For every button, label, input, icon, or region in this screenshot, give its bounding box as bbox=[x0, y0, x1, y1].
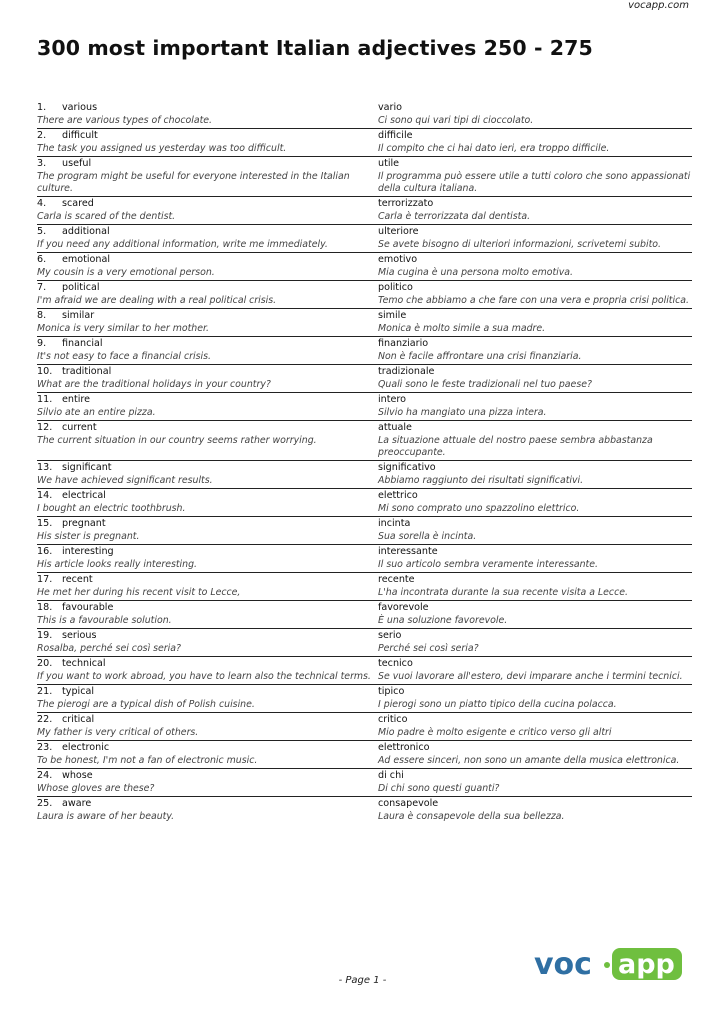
entry-example-translation: Se avete bisogno di ulteriori informazioni, scrivetemi subito. bbox=[378, 239, 661, 250]
entry-translation: terrorizzato bbox=[378, 198, 434, 209]
entry-example-translation: Se vuoi lavorare all'estero, devi imparare anche i termini tecnici. bbox=[378, 671, 683, 682]
vocabulary-entry bbox=[37, 281, 692, 309]
vocabulary-entry bbox=[37, 517, 692, 545]
site-url: vocapp.com bbox=[628, 0, 689, 11]
entry-example-translation: Silvio ha mangiato una pizza intera. bbox=[378, 407, 547, 418]
entry-translation: tradizionale bbox=[378, 366, 435, 377]
entry-translation: serio bbox=[378, 630, 402, 641]
entry-term: technical bbox=[62, 658, 106, 669]
entry-term: entire bbox=[62, 394, 91, 405]
entry-example-translation: Il suo articolo sembra veramente interessante. bbox=[378, 559, 598, 570]
vocabulary-entry bbox=[37, 225, 692, 253]
vocabulary-entry bbox=[37, 489, 692, 517]
entry-term: traditional bbox=[62, 366, 112, 377]
entry-term: various bbox=[62, 102, 98, 113]
vocabulary-entry bbox=[37, 797, 692, 824]
entry-number: 6. bbox=[37, 254, 47, 265]
entry-example-translation: La situazione attuale del nostro paese sembra abbastanza preoccupante. bbox=[378, 435, 653, 458]
entry-example-translation: Monica è molto simile a sua madre. bbox=[378, 323, 546, 334]
entry-example: My cousin is a very emotional person. bbox=[37, 267, 215, 278]
entry-example: We have achieved significant results. bbox=[37, 475, 213, 486]
entry-number: 20. bbox=[37, 658, 53, 669]
entry-example: If you want to work abroad, you have to learn also the technical terms. bbox=[37, 671, 371, 682]
entry-translation: interessante bbox=[378, 546, 438, 557]
entry-example: Whose gloves are these? bbox=[37, 783, 155, 794]
entry-term: whose bbox=[62, 770, 93, 781]
entry-example: My father is very critical of others. bbox=[37, 727, 199, 738]
entry-example-translation: Mi sono comprato uno spazzolino elettrico. bbox=[378, 503, 580, 514]
entry-example-translation: Carla è terrorizzata dal dentista. bbox=[378, 211, 531, 222]
vocabulary-entry bbox=[37, 601, 692, 629]
entry-example-translation: Di chi sono questi guanti? bbox=[378, 783, 500, 794]
vocabulary-entry bbox=[37, 253, 692, 281]
entry-example: There are various types of chocolate. bbox=[37, 115, 212, 126]
entry-example-translation: Ci sono qui vari tipi di cioccolato. bbox=[378, 115, 534, 126]
page-number: - Page 1 - bbox=[338, 975, 387, 986]
entry-term: current bbox=[62, 422, 97, 433]
entry-term: useful bbox=[62, 158, 92, 169]
entry-number: 18. bbox=[37, 602, 53, 613]
entry-number: 22. bbox=[37, 714, 53, 725]
entry-example-translation: L'ha incontrata durante la sua recente visita a Lecce. bbox=[378, 587, 628, 598]
entry-translation: favorevole bbox=[378, 602, 429, 613]
entry-term: similar bbox=[62, 310, 95, 321]
entry-example: The task you assigned us yesterday was too difficult. bbox=[37, 143, 287, 154]
entry-example-translation: Il compito che ci hai dato ieri, era troppo difficile. bbox=[378, 143, 610, 154]
entry-translation: di chi bbox=[378, 770, 404, 781]
entry-term: electrical bbox=[62, 490, 106, 501]
entry-translation: tecnico bbox=[378, 658, 413, 669]
entry-number: 14. bbox=[37, 490, 53, 501]
entry-number: 1. bbox=[37, 102, 47, 113]
entry-term: difficult bbox=[62, 130, 98, 141]
entry-number: 10. bbox=[37, 366, 53, 377]
entry-example-translation: Sua sorella è incinta. bbox=[378, 531, 477, 542]
entry-term: pregnant bbox=[62, 518, 106, 529]
entry-example: What are the traditional holidays in your country? bbox=[37, 379, 271, 390]
entry-example: It's not easy to face a financial crisis. bbox=[37, 351, 211, 362]
entry-term: favourable bbox=[62, 602, 114, 613]
entry-translation: politico bbox=[378, 282, 413, 293]
logo-app-text: app bbox=[618, 949, 675, 980]
entry-term: critical bbox=[62, 714, 95, 725]
entry-translation: difficile bbox=[378, 130, 413, 141]
vocabulary-entry bbox=[37, 101, 692, 129]
entry-number: 2. bbox=[37, 130, 47, 141]
entry-example: He met her during his recent visit to Lecce, bbox=[37, 587, 241, 598]
entry-example: If you need any additional information, write me immediately. bbox=[37, 239, 328, 250]
entry-example: The program might be useful for everyone interested in the Italian culture. bbox=[37, 171, 350, 194]
entry-example-translation: Temo che abbiamo a che fare con una vera e propria crisi politica. bbox=[378, 295, 689, 306]
entry-example: The current situation in our country seems rather worrying. bbox=[37, 435, 317, 446]
vocabulary-entry bbox=[37, 365, 692, 393]
entry-term: emotional bbox=[62, 254, 111, 265]
entry-translation: intero bbox=[378, 394, 407, 405]
entry-translation: significativo bbox=[378, 462, 436, 473]
entry-example-translation: Mio padre è molto esigente e critico verso gli altri bbox=[378, 727, 612, 738]
logo-dot-icon bbox=[604, 962, 610, 968]
entry-number: 21. bbox=[37, 686, 53, 697]
entry-number: 3. bbox=[37, 158, 47, 169]
entry-translation: finanziario bbox=[378, 338, 429, 349]
vocabulary-entry bbox=[37, 421, 692, 461]
entry-example: Silvio ate an entire pizza. bbox=[37, 407, 156, 418]
entry-number: 15. bbox=[37, 518, 53, 529]
entry-number: 8. bbox=[37, 310, 47, 321]
vocabulary-entry bbox=[37, 545, 692, 573]
entry-example: Carla is scared of the dentist. bbox=[37, 211, 176, 222]
entry-translation: incinta bbox=[378, 518, 411, 529]
entry-example-translation: Mia cugina è una persona molto emotiva. bbox=[378, 267, 574, 278]
vocabulary-entry bbox=[37, 197, 692, 225]
entry-example-translation: Abbiamo raggiunto dei risultati significativi. bbox=[378, 475, 584, 486]
entry-term: political bbox=[62, 282, 100, 293]
entry-example-translation: È una soluzione favorevole. bbox=[378, 615, 508, 626]
entry-translation: critico bbox=[378, 714, 408, 725]
entry-example-translation: I pierogi sono un piatto tipico della cucina polacca. bbox=[378, 699, 617, 710]
entry-number: 16. bbox=[37, 546, 53, 557]
entry-number: 4. bbox=[37, 198, 47, 209]
entry-example: The pierogi are a typical dish of Polish cuisine. bbox=[37, 699, 255, 710]
vocabulary-entry bbox=[37, 309, 692, 337]
entry-number: 17. bbox=[37, 574, 53, 585]
entry-number: 5. bbox=[37, 226, 47, 237]
entry-translation: recente bbox=[378, 574, 415, 585]
entry-term: additional bbox=[62, 226, 110, 237]
entry-term: typical bbox=[62, 686, 95, 697]
entry-example: This is a favourable solution. bbox=[37, 615, 172, 626]
entry-example: Rosalba, perché sei così seria? bbox=[37, 643, 181, 654]
entry-example: His sister is pregnant. bbox=[37, 531, 140, 542]
entry-term: interesting bbox=[62, 546, 114, 557]
entry-term: electronic bbox=[62, 742, 110, 753]
vocabulary-entry bbox=[37, 573, 692, 601]
entry-term: financial bbox=[62, 338, 103, 349]
entry-example: His article looks really interesting. bbox=[37, 559, 198, 570]
entry-example: Laura is aware of her beauty. bbox=[37, 811, 175, 822]
vocabulary-list bbox=[37, 101, 692, 824]
entry-number: 9. bbox=[37, 338, 47, 349]
entry-example: I bought an electric toothbrush. bbox=[37, 503, 186, 514]
entry-example-translation: Non è facile affrontare una crisi finanziaria. bbox=[378, 351, 582, 362]
entry-term: significant bbox=[62, 462, 112, 473]
entry-translation: utile bbox=[378, 158, 400, 169]
entry-example-translation: Quali sono le feste tradizionali nel tuo paese? bbox=[378, 379, 592, 390]
entry-translation: elettronico bbox=[378, 742, 430, 753]
entry-term: serious bbox=[62, 630, 97, 641]
entry-example: Monica is very similar to her mother. bbox=[37, 323, 209, 334]
entry-translation: simile bbox=[378, 310, 407, 321]
entry-example: I'm afraid we are dealing with a real political crisis. bbox=[37, 295, 277, 306]
entry-translation: emotivo bbox=[378, 254, 418, 265]
entry-translation: attuale bbox=[378, 422, 412, 433]
entry-number: 12. bbox=[37, 422, 53, 433]
entry-term: scared bbox=[62, 198, 94, 209]
entry-translation: ulteriore bbox=[378, 226, 419, 237]
entry-term: recent bbox=[62, 574, 93, 585]
vocabulary-entry bbox=[37, 657, 692, 685]
entry-translation: consapevole bbox=[378, 798, 439, 809]
entry-example-translation: Laura è consapevole della sua bellezza. bbox=[378, 811, 565, 822]
entry-example-translation: Perché sei così seria? bbox=[378, 643, 479, 654]
vocabulary-entry bbox=[37, 713, 692, 741]
entry-number: 24. bbox=[37, 770, 53, 781]
entry-number: 19. bbox=[37, 630, 53, 641]
entry-number: 25. bbox=[37, 798, 53, 809]
vocabulary-entry bbox=[37, 129, 692, 157]
entry-term: aware bbox=[62, 798, 92, 809]
vocabulary-entry bbox=[37, 769, 692, 797]
entry-example-translation: Ad essere sinceri, non sono un amante della musica elettronica. bbox=[378, 755, 680, 766]
logo-voc-text: voc bbox=[534, 947, 592, 982]
entry-example: To be honest, I'm not a fan of electronic music. bbox=[37, 755, 258, 766]
page-title: 300 most important Italian adjectives 250 - 275 bbox=[37, 36, 593, 60]
vocabulary-entry bbox=[37, 741, 692, 769]
vocabulary-entry bbox=[37, 461, 692, 489]
entry-example-translation: Il programma può essere utile a tutti coloro che sono appassionati della cultura italiana. bbox=[378, 171, 691, 194]
vocabulary-entry bbox=[37, 337, 692, 365]
entry-number: 23. bbox=[37, 742, 53, 753]
entry-translation: tipico bbox=[378, 686, 405, 697]
entry-number: 7. bbox=[37, 282, 47, 293]
entry-number: 13. bbox=[37, 462, 53, 473]
vocabulary-entry bbox=[37, 393, 692, 421]
entry-number: 11. bbox=[37, 394, 53, 405]
entry-translation: elettrico bbox=[378, 490, 418, 501]
entry-translation: vario bbox=[378, 102, 403, 113]
vocabulary-entry bbox=[37, 157, 692, 197]
vocabulary-entry bbox=[37, 629, 692, 657]
vocabulary-entry bbox=[37, 685, 692, 713]
